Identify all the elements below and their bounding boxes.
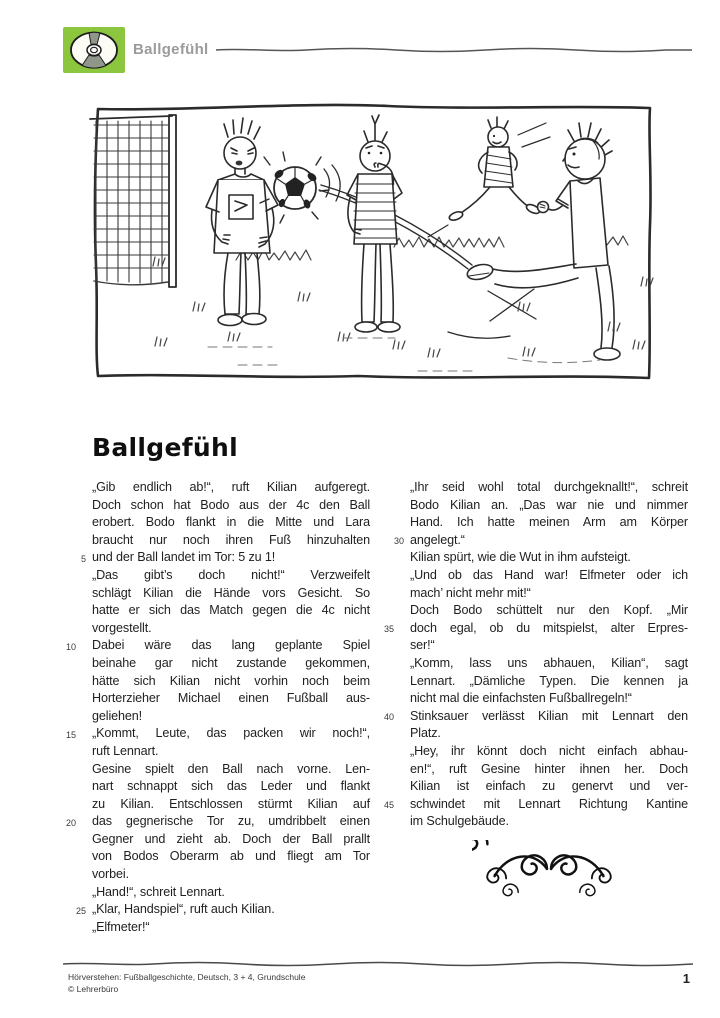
text-line <box>410 567 688 585</box>
header-rule <box>216 43 692 57</box>
text-line <box>92 514 370 532</box>
line-number: 15 <box>66 729 77 740</box>
text-line <box>393 532 688 550</box>
text-line <box>66 813 370 831</box>
story-line-text: geliehen! <box>92 708 143 723</box>
story-column-left <box>66 479 370 936</box>
story-line-text: hätte sich Kilian nicht vorhin noch beim <box>92 673 370 688</box>
story-line-text: „Elfmeter!“ <box>92 919 150 934</box>
story-line-text: Gegner und zieht ab. Doch der Ball prallt <box>92 831 370 846</box>
story-line-text: „Hey, ihr könnt doch nicht einfach abhau- <box>410 743 688 758</box>
story-line-text: „Hand!“, schreit Lennart. <box>92 884 225 899</box>
story-line-text: Hand. Ich hatte meinen Arm am Körper <box>410 515 688 530</box>
line-number: 30 <box>393 536 404 547</box>
text-line <box>410 778 688 796</box>
story-line-text: Kilian ist einfach zu genervt und ver- <box>410 779 688 794</box>
story-line-text: zu Kilian. Entschlossen stürmt Kilian auf <box>92 796 370 811</box>
line-number: 25 <box>75 905 86 916</box>
text-line <box>410 761 688 779</box>
figure-kilian <box>206 118 278 326</box>
text-line <box>92 866 370 884</box>
footer-credit-line: Hörverstehen: Fußballgeschichte, Deutsch, 3 + 4, Grundschule <box>68 972 306 982</box>
story-line-text: „Ihr seid wohl total durchgeknallt!“, schreit <box>410 480 688 494</box>
text-line <box>92 919 370 937</box>
text-line <box>92 479 370 497</box>
story-line-text: beinahe gar nicht zustande gekommen, <box>92 655 370 670</box>
story-line-text: angelegt.“ <box>410 532 465 547</box>
text-line <box>92 673 370 691</box>
story-line-text: ser!“ <box>410 638 435 653</box>
page-title: Ballgefühl <box>92 433 238 462</box>
text-line <box>66 725 370 743</box>
story-line-text: Horterzieher Michael einen Fußball aus- <box>92 691 370 706</box>
line-number: 20 <box>66 817 77 828</box>
story-line-text: „Klar, Handspiel“, ruft auch Kilian. <box>92 902 275 917</box>
soccer-scene-illustration <box>88 95 660 390</box>
text-line <box>410 637 688 655</box>
goal <box>94 121 168 285</box>
text-line <box>410 655 688 673</box>
text-line <box>92 532 370 550</box>
story-line-text: Gesine spielt den Ball nach vorne. Len- <box>92 761 370 776</box>
text-line <box>92 690 370 708</box>
story-line-text: „Das gibt’s doch nicht!“ Verzweifelt <box>92 567 370 582</box>
story-line-text: „Kommt, Leute, das packen wir noch!“, <box>92 726 370 741</box>
line-number: 5 <box>80 553 86 564</box>
story-line-text: en!“, ruft Gesine hinter ihnen her. Doch <box>410 761 688 776</box>
text-line <box>92 655 370 673</box>
grass-tufts <box>153 257 653 357</box>
story-line-text: Dabei wäre das lang geplante Spiel <box>92 638 370 653</box>
story-line-text: ruft Lennart. <box>92 743 159 758</box>
text-line <box>410 585 688 603</box>
text-line <box>92 620 370 638</box>
text-line <box>80 549 370 567</box>
story-line-text: schlägt Kilian die Hände vors Gesicht. So <box>92 585 370 600</box>
text-line <box>410 479 688 497</box>
story-line-text: vorbei. <box>92 867 129 882</box>
story-line-text: „Komm, lass uns abhauen, Kilian“, sagt <box>410 655 688 670</box>
story-line-text: mach’ nicht mehr mit!“ <box>410 585 531 600</box>
text-line <box>92 497 370 515</box>
text-line <box>92 831 370 849</box>
text-line <box>92 848 370 866</box>
story-line-text: braucht nur noch ihren Fuß hinzuhalten <box>92 532 370 547</box>
story-line-text: Doch Bodo schüttelt nur den Kopf. „Mir <box>410 603 688 618</box>
footer-copyright: © Lehrerbüro <box>68 983 119 994</box>
text-line <box>384 796 688 814</box>
page-number: 1 <box>682 971 690 986</box>
figure-runner <box>428 117 550 237</box>
story-line-text: Doch schon hat Bodo aus der 4c den Ball <box>92 497 370 512</box>
story-line-text: schwindet mit Lennart Richtung Kantine <box>410 796 688 811</box>
flourish-icon <box>472 840 626 904</box>
text-line <box>92 761 370 779</box>
story-line-text: „Und ob das Hand war! Elfmeter oder ich <box>410 567 688 582</box>
story-line-text: vorgestellt. <box>92 620 152 635</box>
text-line <box>410 549 688 567</box>
text-line <box>410 725 688 743</box>
story-line-text: doch egal, ob du mitspielst, alter Erpres- <box>410 620 688 635</box>
text-line <box>92 778 370 796</box>
footer-credit <box>68 972 305 995</box>
text-line <box>410 743 688 761</box>
story-line-text: Stinksauer verlässt Kilian mit Lennart den <box>410 708 688 723</box>
text-line <box>92 743 370 761</box>
story-line-text: Bodo Kilian an. „Das war nie und nimmer <box>410 497 688 512</box>
line-number: 10 <box>66 641 77 652</box>
story-line-text: im Schulgebäude. <box>410 814 509 829</box>
text-line <box>410 514 688 532</box>
cd-icon <box>63 27 125 73</box>
text-line <box>92 796 370 814</box>
text-line <box>92 708 370 726</box>
line-number: 40 <box>384 712 395 723</box>
figure-lennart <box>347 115 402 332</box>
story-line-text: erobert. Bodo flankt in die Mitte und Lara <box>92 515 370 530</box>
text-line <box>92 884 370 902</box>
text-line <box>410 673 688 691</box>
text-line <box>92 567 370 585</box>
line-number: 45 <box>384 800 395 811</box>
story-line-text: von Bodos Oberarm ab und fliegt am Tor <box>92 849 370 864</box>
text-line <box>410 690 688 708</box>
text-line <box>75 901 370 919</box>
story-line-text: hatte er sich das Match gegen die 4c nicht <box>92 603 370 618</box>
story-line-text: das gegnerische Tor zu, umdribbelt einen <box>92 814 370 829</box>
text-line <box>410 602 688 620</box>
text-line <box>384 708 688 726</box>
grass-horizon <box>236 236 628 260</box>
line-number: 35 <box>384 624 395 635</box>
story-line-text: Lennart. „Dämliche Typen. Die kennen ja <box>410 673 688 688</box>
text-line <box>384 620 688 638</box>
text-line <box>92 602 370 620</box>
story-line-text: Kilian spürt, wie die Wut in ihm aufsteigt. <box>410 550 631 565</box>
text-line <box>410 813 688 831</box>
story-line-text: nicht mal die einfachsten Fußballregeln!“ <box>410 691 632 706</box>
story-line-text: und der Ball landet im Tor: 5 zu 1! <box>92 550 276 565</box>
story-column-right <box>384 479 688 831</box>
footer-rule <box>63 959 693 969</box>
figure-bodo <box>448 123 620 360</box>
story-line-text: Platz. <box>410 726 441 741</box>
text-line <box>410 497 688 515</box>
header-title: Ballgefühl <box>133 41 209 58</box>
text-line <box>66 637 370 655</box>
story-line-text: „Gib endlich ab!“, ruft Kilian aufgeregt. <box>92 480 370 494</box>
text-line <box>92 585 370 603</box>
story-line-text: nart schnappt sich das Leder und flankt <box>92 779 370 794</box>
